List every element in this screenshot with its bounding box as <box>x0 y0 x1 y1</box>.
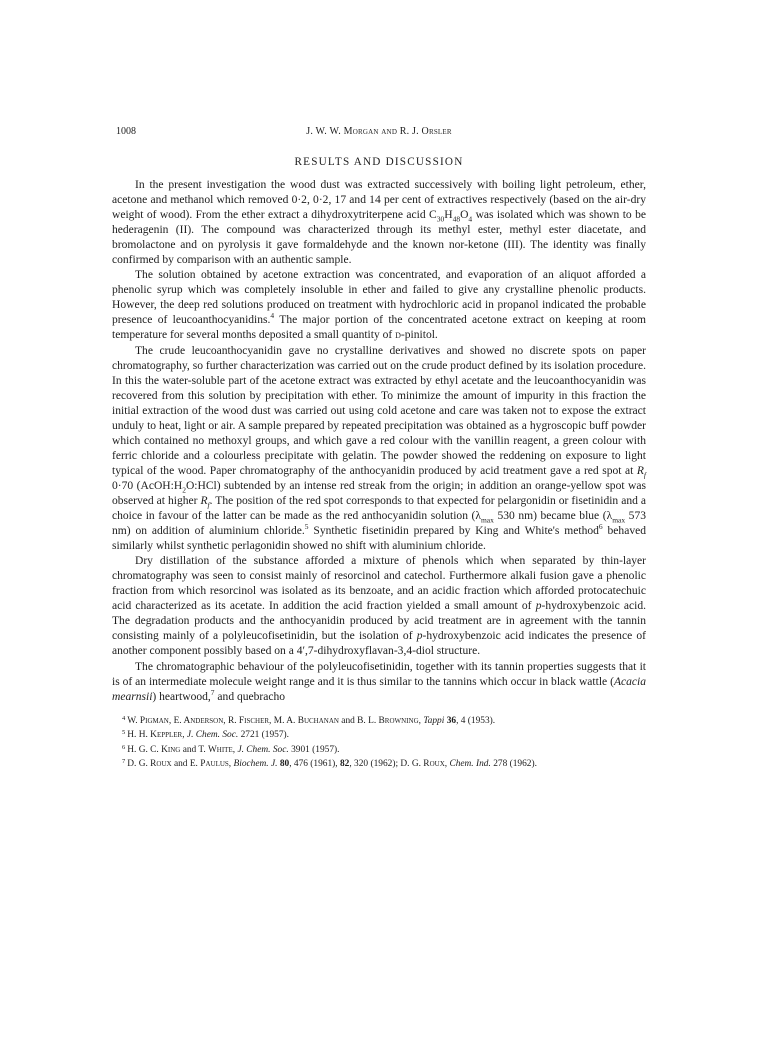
body-text <box>112 178 646 705</box>
footnote <box>112 727 646 742</box>
footnote <box>112 742 646 757</box>
running-head <box>112 126 646 146</box>
footnote-text: W. Pigman, E. Anderson, R. Fischer, M. A. Buchanan and B. L. Browning, Tappi 36, 4 (1953). <box>127 715 496 726</box>
body-paragraph: In the present investigation the wood dust was extracted successively with boiling light petroleum, ether, acetone and methanol which removed 0·2, 0·2, 17 and 14 per cent of extractives respectively (based on the air-dry weight of wood). From the ether extract a dihydroxytriterpene acid $C_{30}H_{48}O_4$ was isolated which was shown to be hederagenin (II). The compound was characterized through its methyl ester, methyl ester diacetate, and bromolactone and on pyrolysis it gave formaldehyde and the known nor-ketone (III). The identity was finally confirmed by comparison with an authentic sample. <box>112 179 646 267</box>
body-paragraph: The crude leucoanthocyanidin gave no crystalline derivatives and showed no discrete spots on paper chromatography, so further characterization was carried out on the crude product defined by its isolation procedure. In this the water-soluble part of the acetone extract was extracted by ethyl acetate and the leucoanthocyanidin was recovered from this solution by precipitation with ether. To minimize the amount of impurity in this fraction the initial extraction of the wood dust was carried out using cold acetone and care was taken not to expose the extract unduly to heat, light or air. A sample prepared by repeated precipitation was obtained as a hygroscopic buff powder which contained no methoxyl groups, and which gave a red colour with the vanillin reagent, a green colour with ferric chloride and a colourless precipitate with gelatin. The powder showed the reddening on exposure to light typical of the wood. Paper chromatography of the anthocyanidin produced by acid treatment gave a red spot at $R_f$ 0·70 $(AcOH:H_2O:HCl)$ subtended by an intense red streak from the origin; in addition an orange-yellow spot was observed at higher $R_f$. The position of the red spot corresponds to that expected for pelargonidin or fisetinidin and a choice in favour of the latter can be made as the red anthocyanidin solution ($\lambda_{max}$ 530 nm) became blue ($\lambda_{max}$ 573 nm) on addition of aluminium chloride.$^5$ Synthetic fisetinidin prepared by King and White's method$^6$ behaved similarly whilst synthetic perlagonidin showed no shift with aluminium chloride. <box>112 344 647 553</box>
footnote <box>112 756 646 771</box>
section-heading: RESULTS AND DISCUSSION <box>294 156 464 168</box>
body-paragraph: Dry distillation of the substance afforded a mixture of phenols which when separated by thin-layer chromatography was seen to consist mainly of resorcinol and catechol. Furthermore alkali fusion gave a phenolic fraction from which resorcinol was isolated as its benzoate, and an acidic fraction which afforded protocatechuic acid characterized as its acetate. In addition the acid fraction yielded a small amount of p-hydroxybenzoic acid. The degradation products and the anthocyanidin produced by acid treatment are in agreement with the tannin consisting mainly of a polyleucofisetinidin, but the isolation of p-hydroxybenzoic acid indicates the presence of another component possibly based on a 4′,7-dihydroxyflavan-3,4-diol structure. <box>112 555 646 658</box>
footnote-marker: 4 <box>122 714 126 722</box>
footnote-marker: 6 <box>122 743 126 751</box>
footnote-text: H. G. C. King and T. White, J. Chem. Soc. 3901 (1957). <box>127 744 340 755</box>
footnote-text: H. H. Keppler, J. Chem. Soc. 2721 (1957). <box>127 730 289 741</box>
footnote-marker: 7 <box>122 758 126 766</box>
footnote <box>112 713 646 728</box>
running-title-authors: J. W. W. Morgan and R. J. Orsler <box>306 126 452 137</box>
footnote-marker: 5 <box>122 729 126 737</box>
body-paragraph: The solution obtained by acetone extraction was concentrated, and evaporation of an aliquot afforded a phenolic syrup which was completely insoluble in ether and failed to give any crystalline phenolic products. However, the deep red solutions produced on treatment with hydrochloric acid in propanol indicated the probable presence of leucoanthocyanidins.$^4$ The major portion of the concentrated acetone extract on keeping at room temperature for several months deposited a small quantity of d-pinitol. <box>112 269 647 342</box>
footnotes <box>112 713 646 771</box>
footnote-text: D. G. Roux and E. Paulus, Biochem. J. 80, 476 (1961), 82, 320 (1962); D. G. Roux, Chem. Ind. 278 (1962). <box>127 759 537 770</box>
body-paragraph: The chromatographic behaviour of the polyleucofisetinidin, together with its tannin properties suggests that it is of an intermediate molecule weight range and it is thus similar to the tannins which occur in black wattle (Acacia mearnsii) heartwood,$^7$ and quebracho <box>112 660 646 703</box>
page-number: 1008 <box>116 126 136 137</box>
paper-page <box>112 126 646 771</box>
